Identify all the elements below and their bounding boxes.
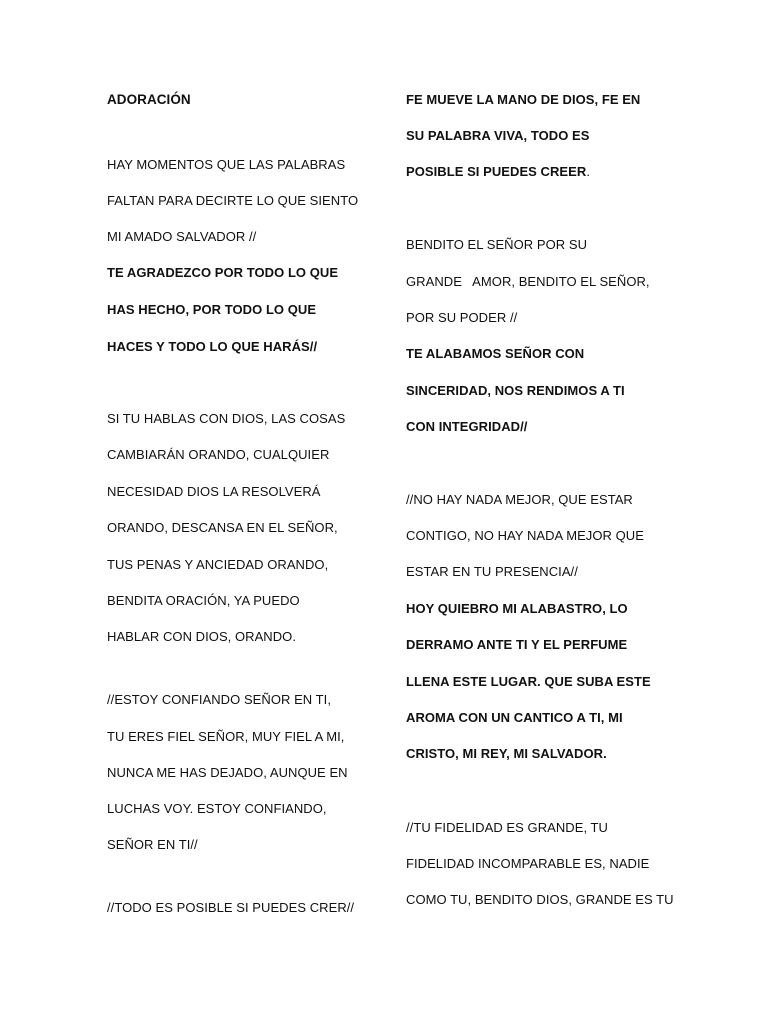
lyric-line: CAMBIARÁN ORANDO, CUALQUIER bbox=[107, 447, 330, 462]
chorus-line: LLENA ESTE LUGAR. QUE SUBA ESTE bbox=[406, 674, 651, 689]
chorus-line: FE MUEVE LA MANO DE DIOS, FE EN bbox=[406, 92, 641, 107]
lyric-line: BENDITO EL SEÑOR POR SU bbox=[406, 237, 588, 252]
lyric-line: TU ERES FIEL SEÑOR, MUY FIEL A MI, bbox=[107, 729, 345, 744]
lyric-line: COMO TU, BENDITO DIOS, GRANDE ES TU bbox=[406, 892, 674, 907]
lyric-line: ESTAR EN TU PRESENCIA// bbox=[406, 564, 578, 579]
chorus-line: CRISTO, MI REY, MI SALVADOR. bbox=[406, 746, 607, 761]
lyric-line: FALTAN PARA DECIRTE LO QUE SIENTO bbox=[107, 193, 359, 208]
chorus-line: TE ALABAMOS SEÑOR CON bbox=[406, 346, 585, 361]
lyric-line: POR SU PODER // bbox=[406, 310, 518, 325]
lyric-line: MI AMADO SALVADOR // bbox=[107, 229, 257, 244]
chorus-line-tail: . bbox=[586, 164, 590, 179]
chorus-line: SU PALABRA VIVA, TODO ES bbox=[406, 128, 590, 143]
chorus-line: CON INTEGRIDAD// bbox=[406, 419, 528, 434]
chorus-line: HAS HECHO, POR TODO LO QUE bbox=[107, 302, 317, 317]
lyric-line: NUNCA ME HAS DEJADO, AUNQUE EN bbox=[107, 765, 348, 780]
lyric-line: //ESTOY CONFIANDO SEÑOR EN TI, bbox=[107, 692, 331, 707]
lyric-line: TUS PENAS Y ANCIEDAD ORANDO, bbox=[107, 557, 329, 572]
lyric-line: SEÑOR EN TI// bbox=[107, 837, 198, 852]
lyric-line: //NO HAY NADA MEJOR, QUE ESTAR bbox=[406, 492, 633, 507]
lyric-line: //TODO ES POSIBLE SI PUEDES CRER// bbox=[107, 900, 355, 915]
lyric-line: //TU FIDELIDAD ES GRANDE, TU bbox=[406, 820, 608, 835]
chorus-line: HOY QUIEBRO MI ALABASTRO, LO bbox=[406, 601, 628, 616]
chorus-line: POSIBLE SI PUEDES CREER bbox=[406, 164, 587, 179]
chorus-line: DERRAMO ANTE TI Y EL PERFUME bbox=[406, 637, 628, 652]
lyric-line: CONTIGO, NO HAY NADA MEJOR QUE bbox=[406, 528, 644, 543]
lyric-line: NECESIDAD DIOS LA RESOLVERÁ bbox=[107, 484, 321, 499]
chorus-line-wrapper bbox=[406, 164, 590, 180]
lyric-line: LUCHAS VOY. ESTOY CONFIANDO, bbox=[107, 801, 327, 816]
page-title: ADORACIÓN bbox=[107, 92, 191, 107]
lyric-line: HAY MOMENTOS QUE LAS PALABRAS bbox=[107, 157, 346, 172]
chorus-line: TE AGRADEZCO POR TODO LO QUE bbox=[107, 265, 339, 280]
lyric-line: BENDITA ORACIÓN, YA PUEDO bbox=[107, 593, 300, 608]
chorus-line: HACES Y TODO LO QUE HARÁS// bbox=[107, 339, 318, 354]
lyric-line: ORANDO, DESCANSA EN EL SEÑOR, bbox=[107, 520, 338, 535]
lyric-line: FIDELIDAD INCOMPARABLE ES, NADIE bbox=[406, 856, 650, 871]
chorus-line: AROMA CON UN CANTICO A TI, MI bbox=[406, 710, 623, 725]
lyric-line: SI TU HABLAS CON DIOS, LAS COSAS bbox=[107, 411, 346, 426]
lyric-line: GRANDE AMOR, BENDITO EL SEÑOR, bbox=[406, 274, 650, 289]
chorus-line: SINCERIDAD, NOS RENDIMOS A TI bbox=[406, 383, 625, 398]
lyric-line: HABLAR CON DIOS, ORANDO. bbox=[107, 629, 297, 644]
